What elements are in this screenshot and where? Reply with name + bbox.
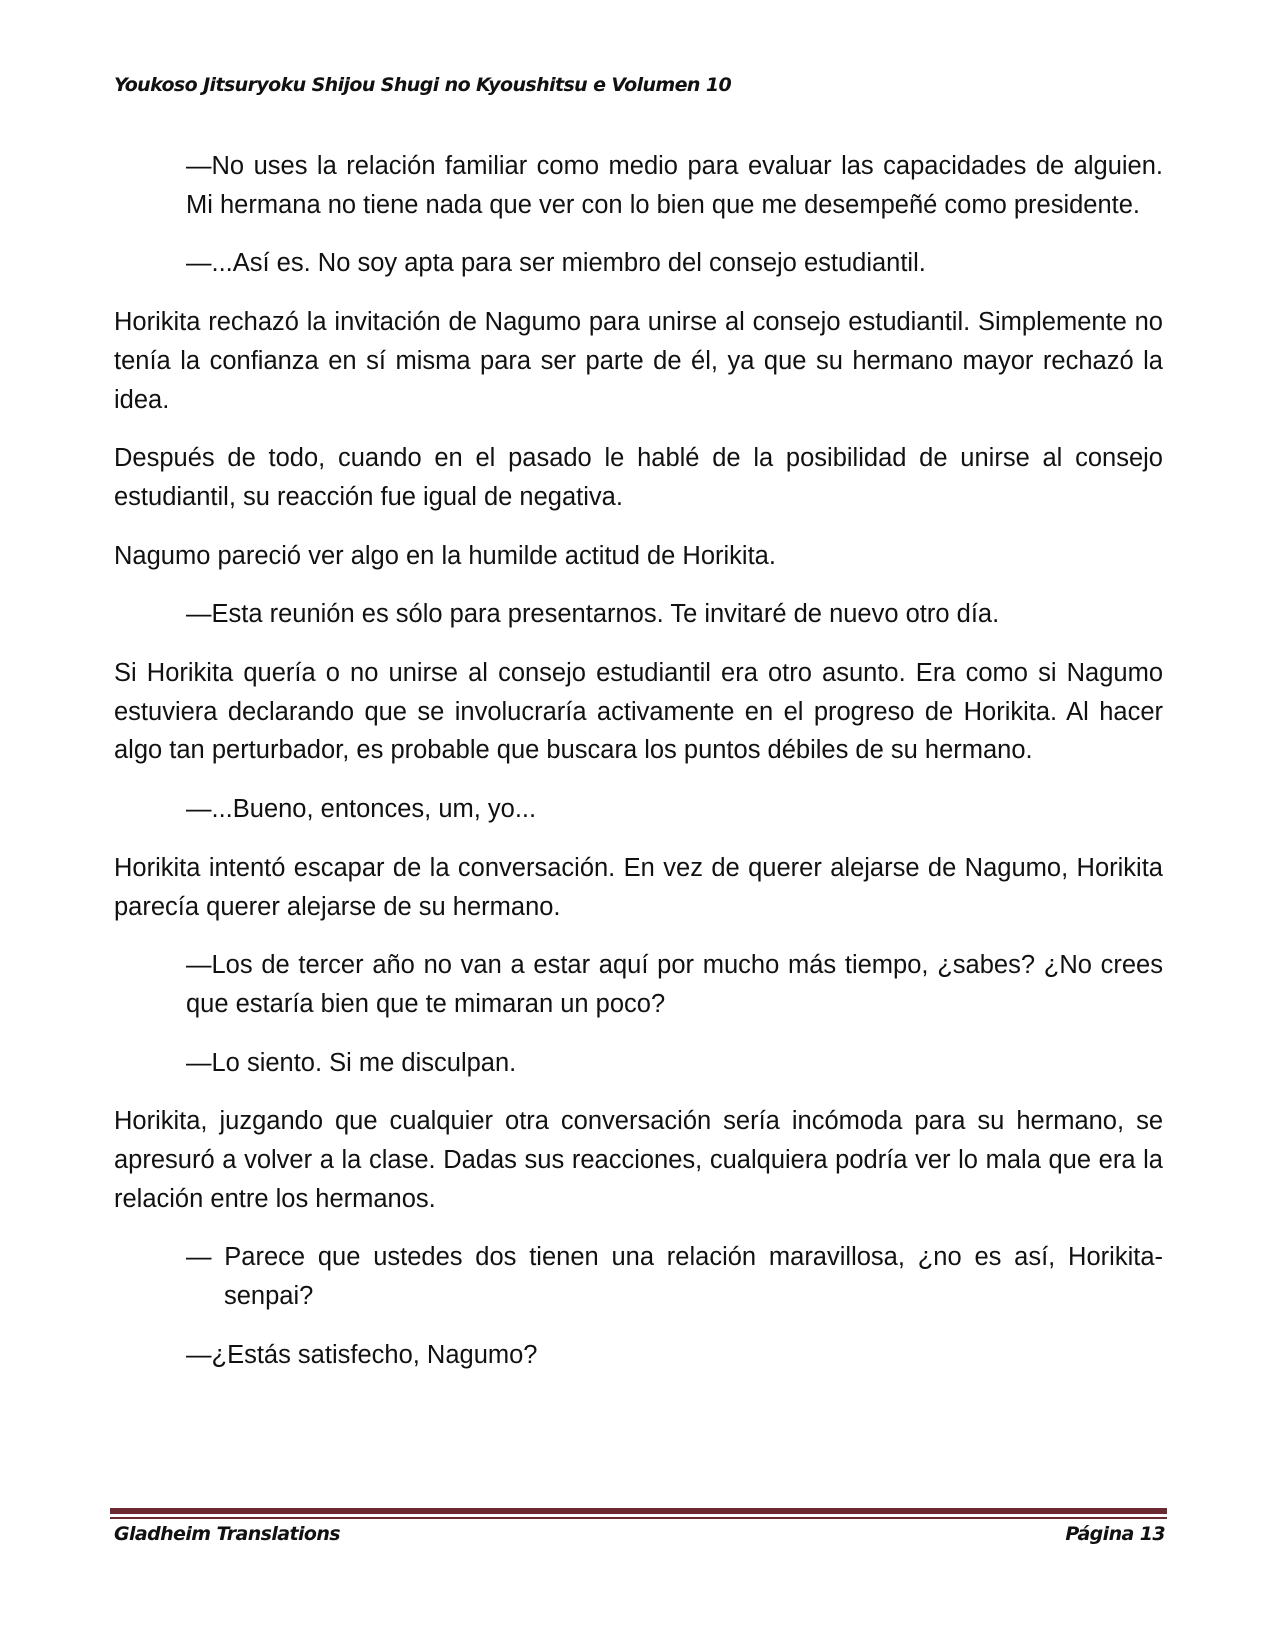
paragraph: —¿Estás satisfecho, Nagumo? [186, 1340, 538, 1369]
paragraph: Nagumo pareció ver algo en la humilde actitud de Horikita. [114, 541, 776, 570]
paragraph: —No uses la relación familiar como medio para evaluar las capacidades de alguien. Mi hermana no tiene nada que ver con lo bien que me desempeñé como presidente. [186, 152, 1163, 219]
paragraph: —Esta reunión es sólo para presentarnos. Te invitaré de nuevo otro día. [186, 600, 1000, 629]
footer-credit: Gladheim Translations [114, 1523, 340, 1545]
footer-rule-thick [110, 1508, 1167, 1514]
paragraph: —...Bueno, entonces, um, yo... [186, 795, 537, 824]
running-header: Youkoso Jitsuryoku Shijou Shugi no Kyoushitsu e Volumen 10 [114, 74, 732, 96]
paragraph: —Los de tercer año no van a estar aquí por mucho más tiempo, ¿sabes? ¿No crees que estaría bien que te mimaran un poco? [186, 951, 1163, 1018]
paragraph: Horikita intentó escapar de la conversación. En vez de querer alejarse de Nagumo, Horikita parecía querer alejarse de su hermano. [114, 853, 1163, 921]
paragraph: —...Así es. No soy apta para ser miembro del consejo estudiantil. [186, 249, 926, 278]
paragraph: — Parece que ustedes dos tienen una relación maravillosa, ¿no es así, Horikita-senpai? [186, 1243, 1163, 1311]
paragraph: Después de todo, cuando en el pasado le hablé de la posibilidad de unirse al consejo estudiantil, su reacción fue igual de negativa. [114, 444, 1163, 511]
page-body [114, 147, 1163, 1395]
paragraph: —Lo siento. Si me disculpan. [186, 1048, 517, 1077]
page-number: Página 13 [1065, 1523, 1165, 1545]
paragraph: Horikita, juzgando que cualquier otra conversación sería incómoda para su hermano, se apresuró a volver a la clase. Dadas sus reacciones, cualquiera podría ver lo mala que era la relación entre los hermanos. [114, 1107, 1163, 1213]
paragraph: Si Horikita quería o no unirse al consejo estudiantil era otro asunto. Era como si Nagumo estuviera declarando que se involucraría activamente en el progreso de Horikita. Al hacer algo tan perturbador, es probable que buscara los puntos débiles de su hermano. [114, 659, 1163, 765]
footer-rule-thin [110, 1517, 1167, 1519]
paragraph: Horikita rechazó la invitación de Nagumo para unirse al consejo estudiantil. Simplemente no tenía la confianza en sí misma para ser parte de él, ya que su hermano mayor rechazó la idea. [114, 308, 1163, 414]
